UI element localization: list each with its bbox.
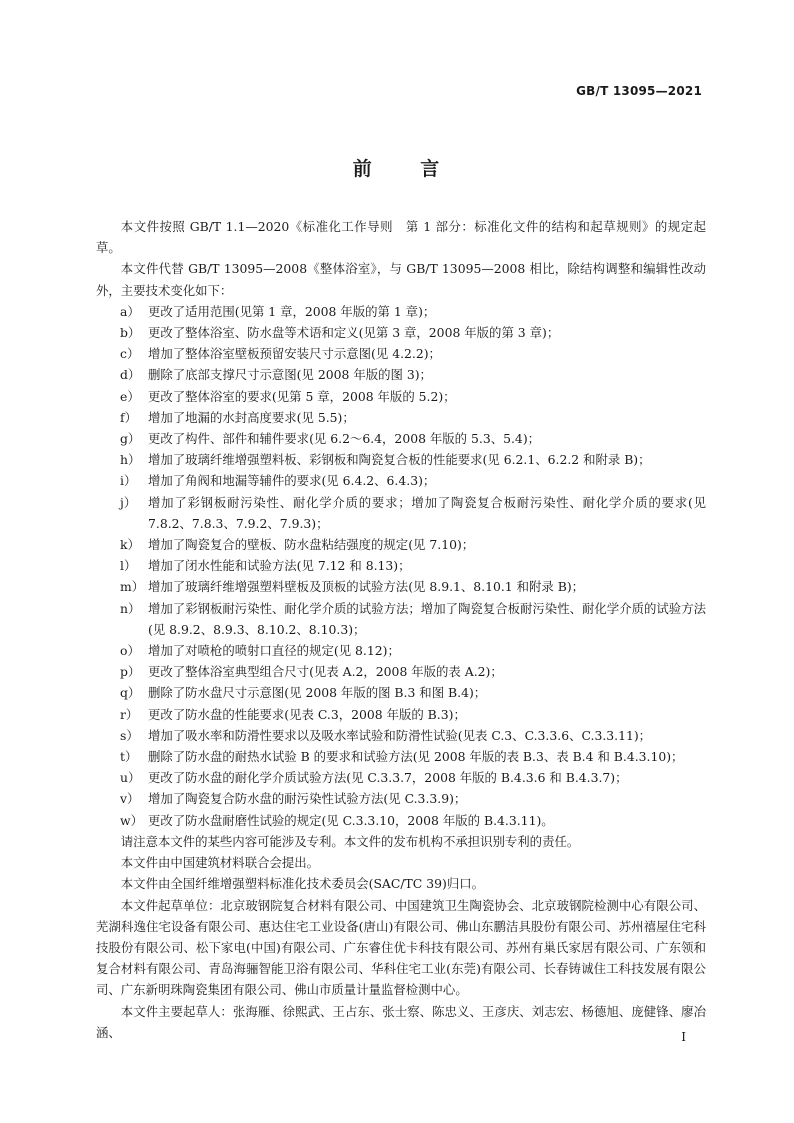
paragraph-proposer: 本文件由中国建筑材料联合会提出。 — [120, 855, 320, 871]
list-item — [96, 661, 706, 682]
list-item-marker: l） — [120, 558, 137, 574]
list-item — [96, 470, 706, 491]
list-item-text: 删除了底部支撑尺寸示意图(见 2008 年版的图 3)； — [148, 367, 432, 383]
list-item-text: 增加了吸水率和防滑性要求以及吸水率试验和防滑性试验(见表 C.3、C.3.3.6、C.3.3.11)； — [148, 727, 652, 743]
list-item-marker: v） — [120, 791, 140, 807]
list-item-marker: b） — [120, 325, 141, 341]
list-item — [96, 386, 706, 407]
list-item-text: 更改了整体浴室的要求(见第 5 章，2008 年版的 5.2)； — [148, 388, 456, 404]
list-item-marker: a） — [120, 303, 140, 319]
list-item — [96, 810, 706, 831]
paragraph-patent: 请注意本文件的某些内容可能涉及专利。本文件的发布机构不承担识别专利的责任。 — [120, 833, 580, 849]
list-item — [96, 682, 706, 703]
list-item-text: 更改了防水盘的性能要求(见表 C.3，2008 年版的 B.3)； — [148, 706, 466, 722]
list-item-text: 增加了彩钢板耐污染性、耐化学介质的试验方法；增加了陶瓷复合板耐污染性、耐化学介质的试验方法(见 8.9.2、8.9.3、8.10.2、8.10.3)； — [148, 600, 706, 637]
list-item-text: 增加了玻璃纤维增强塑料板、彩钢板和陶瓷复合板的性能要求(见 6.2.1、6.2.2 和附录 B)； — [148, 452, 651, 468]
list-item-text: 更改了适用范围(见第 1 章，2008 年版的第 1 章)； — [148, 303, 436, 319]
paragraph-drafting-rule: 本文件按照 GB/T 1.1—2020《标准化工作导则 第 1 部分：标准化文件的结构和起草规则》的规定起草。 — [96, 219, 706, 256]
list-item — [96, 555, 706, 576]
list-item — [96, 407, 706, 428]
list-item-marker: g） — [120, 431, 141, 447]
list-item-marker: o） — [120, 643, 140, 659]
paragraph-replaces: 本文件代替 GB/T 13095—2008《整体浴室》，与 GB/T 13095—2008 相比，除结构调整和编辑性改动外，主要技术变化如下： — [96, 261, 706, 298]
list-item-text: 更改了整体浴室、防水盘等术语和定义(见第 3 章，2008 年版的第 3 章)； — [148, 325, 560, 341]
list-item-text: 删除了防水盘尺寸示意图(见 2008 年版的图 B.3 和图 B.4)； — [148, 685, 487, 701]
list-item-text: 更改了防水盘耐磨性试验的规定(见 C.3.3.10，2008 年版的 B.4.3.11)。 — [148, 812, 554, 828]
list-item — [96, 301, 706, 322]
list-item-marker: k） — [120, 537, 140, 553]
page-title: 前 言 — [352, 158, 442, 180]
list-item-marker: m） — [120, 579, 145, 595]
list-item — [96, 767, 706, 788]
list-item-marker: q） — [120, 685, 141, 701]
list-item-text: 删除了防水盘的耐热水试验 B 的要求和试验方法(见 2008 年版的表 B.3、表 B.4 和 B.4.3.10)； — [148, 749, 684, 765]
list-item-marker: w） — [120, 812, 143, 828]
list-item — [96, 640, 706, 661]
paragraph-committee: 本文件由全国纤维增强塑料标准化技术委员会(SAC/TC 39)归口。 — [120, 876, 484, 892]
list-item — [96, 576, 706, 597]
list-item — [96, 746, 706, 767]
list-item — [96, 322, 706, 343]
list-item-text: 更改了构件、部件和辅件要求(见 6.2～6.4，2008 年版的 5.3、5.4)； — [148, 431, 541, 447]
list-item-text: 增加了地漏的水封高度要求(见 5.5)； — [148, 409, 355, 425]
list-item-marker: t） — [120, 749, 138, 765]
changes-list — [96, 301, 706, 831]
document-body — [96, 216, 706, 1043]
list-item-text: 增加了彩钢板耐污染性、耐化学介质的要求；增加了陶瓷复合板耐污染性、耐化学介质的要求(见 7.8.2、7.8.3、7.9.2、7.9.3)； — [148, 494, 706, 531]
list-item-marker: s） — [120, 727, 139, 743]
list-item-marker: c） — [120, 346, 140, 362]
list-item — [96, 725, 706, 746]
list-item-marker: f） — [120, 409, 137, 425]
list-item-marker: d） — [120, 367, 141, 383]
list-item — [96, 598, 706, 640]
standard-number: GB/T 13095—2021 — [576, 84, 702, 98]
list-item — [96, 788, 706, 809]
list-item-marker: j） — [120, 494, 137, 510]
paragraph-drafting-units: 本文件起草单位：北京玻钢院复合材料有限公司、中国建筑卫生陶瓷协会、北京玻钢院检测中心有限公司、芜湖科逸住宅设备有限公司、惠达住宅工业设备(唐山)有限公司、佛山东鹏洁具股份有限公司、苏州禧屋住宅科技股份有限公司、松下家电(中国)有限公司、广东睿住优卡科技有限公司、苏州有巢氏家居有限公司、广东领和复合材料有限公司、青岛海骊智能卫浴有限公司、华科住宅工业(东莞)有限公司、长春铸诚住工科技发展有限公司、广东新明珠陶瓷集团有限公司、佛山市质量计量监督检测中心。 — [96, 897, 706, 998]
list-item-text: 更改了整体浴室典型组合尺寸(见表 A.2，2008 年版的表 A.2)； — [148, 664, 503, 680]
list-item — [96, 492, 706, 534]
list-item-marker: p） — [120, 664, 141, 680]
list-item-marker: i） — [120, 473, 137, 489]
list-item-text: 增加了整体浴室壁板预留安装尺寸示意图(见 4.2.2)； — [148, 346, 441, 362]
paragraph-drafters: 本文件主要起草人：张海雁、徐熙武、王占东、张士察、陈忠义、王彦庆、刘志宏、杨德旭、庞健锋、廖冶涵、 — [96, 1003, 706, 1040]
list-item — [96, 534, 706, 555]
list-item — [96, 428, 706, 449]
list-item-text: 更改了防水盘的耐化学介质试验方法(见 C.3.3.7，2008 年版的 B.4.3.6 和 B.4.3.7)； — [148, 770, 628, 786]
list-item — [96, 704, 706, 725]
list-item-marker: e） — [120, 388, 140, 404]
list-item-marker: n） — [120, 600, 141, 616]
list-item-marker: r） — [120, 706, 139, 722]
page-number: I — [681, 1030, 686, 1044]
list-item-text: 增加了陶瓷复合防水盘的耐污染性试验方法(见 C.3.3.9)； — [148, 791, 467, 807]
list-item — [96, 364, 706, 385]
list-item-text: 增加了陶瓷复合的壁板、防水盘粘结强度的规定(见 7.10)； — [148, 537, 475, 553]
list-item-text: 增加了闭水性能和试验方法(见 7.12 和 8.13)； — [148, 558, 411, 574]
list-item-marker: h） — [120, 452, 141, 468]
list-item — [96, 343, 706, 364]
list-item-marker: u） — [120, 770, 141, 786]
list-item-text: 增加了玻璃纤维增强塑料壁板及顶板的试验方法(见 8.9.1、8.10.1 和附录 B)； — [148, 579, 585, 595]
list-item-text: 增加了角阀和地漏等辅件的要求(见 6.4.2、6.4.3)； — [148, 473, 436, 489]
list-item-text: 增加了对喷枪的喷射口直径的规定(见 8.12)； — [148, 643, 400, 659]
list-item — [96, 449, 706, 470]
